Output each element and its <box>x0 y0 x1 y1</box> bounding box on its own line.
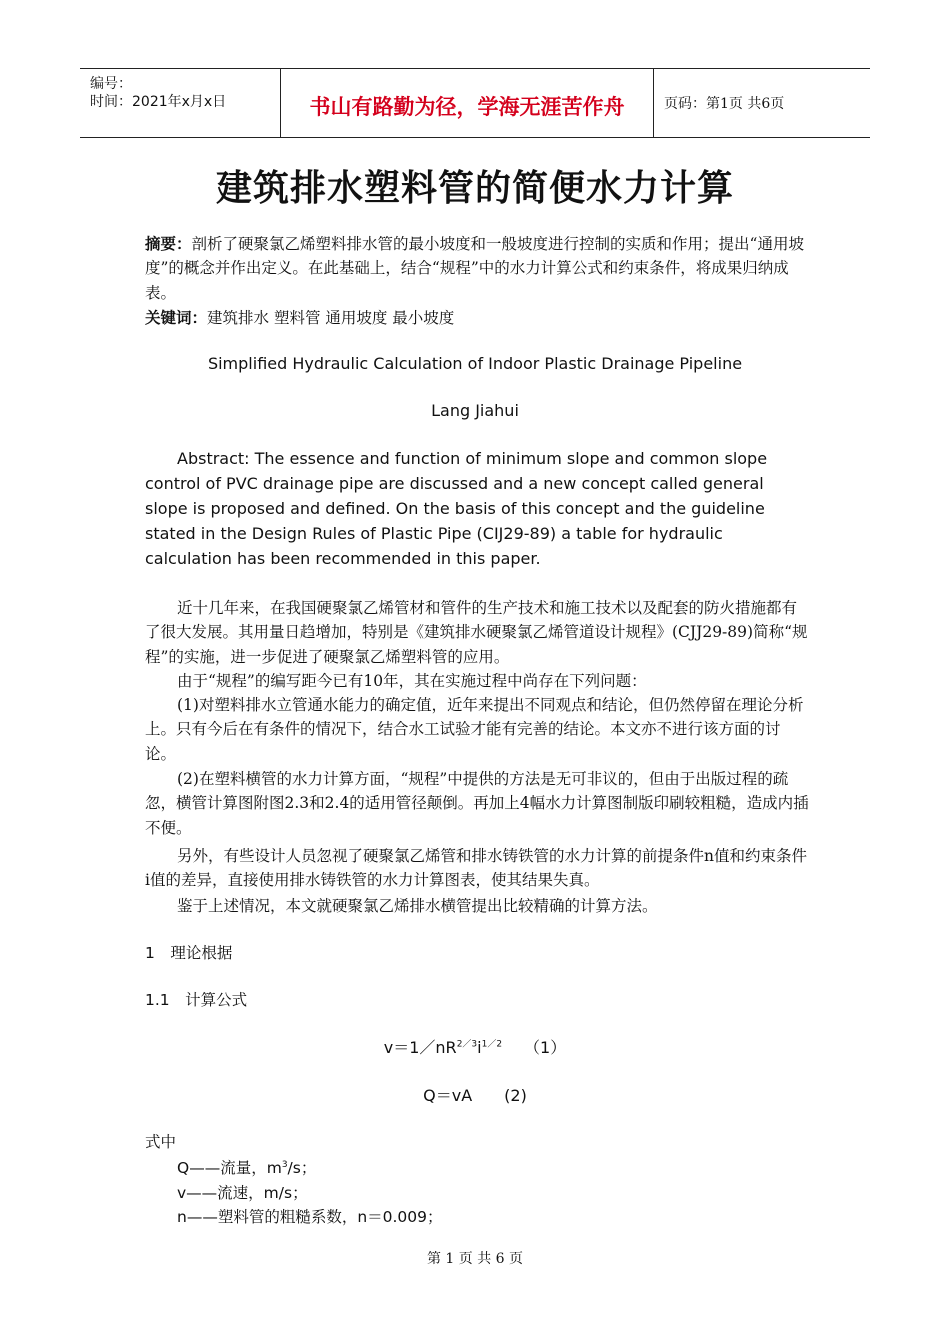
formula-1-exp2: 1／2 <box>481 1039 503 1050</box>
definition-q <box>177 1156 316 1178</box>
body-paragraph: 近十几年来，在我国硬聚氯乙烯管材和管件的生产技术和施工技术以及配套的防火措施都有了很大发展。其用量日趋增加，特别是《建筑排水硬聚氯乙烯管道设计规程》(CJJ29-89)简称“规程”的实施，进一步促进了硬聚氯乙烯塑料管的应用。 <box>145 599 808 666</box>
english-title: Simplified Hydraulic Calculation of Indoor Plastic Drainage Pipeline <box>207 354 743 373</box>
body-paragraph: 由于“规程”的编写距今已有10年，其在实施过程中尚存在下列问题： <box>177 672 647 690</box>
page-footer: 第 1 页 共 6 页 <box>426 1251 524 1267</box>
definition-n: n——塑料管的粗糙系数，n＝0.009； <box>177 1208 443 1226</box>
abstract-cn <box>145 232 809 305</box>
section-heading-1: 1 理论根据 <box>145 944 233 962</box>
body-paragraph: 鉴于上述情况，本文就硬聚氯乙烯排水横管提出比较精确的计算方法。 <box>177 897 658 915</box>
document-time: 时间：2021年x月x日 <box>90 94 227 110</box>
document-number: 编号： <box>90 76 132 92</box>
body-paragraph: (2)在塑料横管的水力计算方面，“规程”中提供的方法是无可非议的，但由于出版过程的疏忽，横管计算图附图2.3和2.4的适用管径颠倒。再加上4幅水力计算图制版印刷较粗糙，造成内插不便。 <box>145 770 809 837</box>
keywords-label: 关键词： <box>145 308 208 327</box>
section-heading-1-1: 1.1 计算公式 <box>145 991 248 1009</box>
header-left-cell <box>80 69 281 137</box>
abstract-cn-label: 摘要： <box>145 234 192 253</box>
body-paragraph: (1)对塑料排水立管通水能力的确定值，近年来提出不同观点和结论，但仍然停留在理论分析上。只有今后在有条件的情况下，结合水工试验才能有完善的结论。本文亦不进行该方面的讨论。 <box>145 696 804 763</box>
definition-q-exp: 3 <box>281 1159 288 1170</box>
abstract-en: Abstract: The essence and function of minimum slope and common slope control of PVC drainage pipe are discussed and a new concept called general slope is proposed and defined. On the basis of this concept and the guideline stated in the Design Rules of Plastic Pipe (CIJ29-89) a table for hydraulic calculation has been recommended in this paper. <box>145 449 768 568</box>
keywords-text: 建筑排水 塑料管 通用坡度 最小坡度 <box>207 309 455 327</box>
formula-1-mid: i <box>477 1038 482 1057</box>
author: Lang Jiahui <box>431 401 519 420</box>
formula-1 <box>0 1035 950 1058</box>
definition-q-suffix: /s； <box>287 1159 317 1177</box>
formula-1-prefix: v＝1／nR <box>383 1038 457 1057</box>
body-paragraph: 另外，有些设计人员忽视了硬聚氯乙烯管和排水铸铁管的水力计算的前提条件n值和约束条件i值的差异，直接使用排水铸铁管的水力计算图表，使其结果失真。 <box>145 847 807 890</box>
keywords <box>145 306 809 330</box>
page-title: 建筑排水塑料管的简便水力计算 <box>215 167 734 209</box>
formula-1-exp1: 2／3 <box>456 1039 478 1050</box>
header-middle-cell <box>281 69 654 137</box>
definition-v: v——流速，m/s； <box>177 1184 308 1202</box>
header-right-cell <box>654 69 870 137</box>
formula-1-number: （1） <box>524 1038 567 1057</box>
header-motto: 书山有路勤为径，学海无涯苦作舟 <box>309 95 625 119</box>
definition-q-prefix: Q——流量，m <box>177 1159 282 1177</box>
formula-2: Q＝vA (2) <box>423 1086 527 1105</box>
where-label: 式中 <box>145 1133 177 1151</box>
header-table <box>80 68 870 138</box>
abstract-cn-text: 剖析了硬聚氯乙烯塑料排水管的最小坡度和一般坡度进行控制的实质和作用；提出“通用坡度”的概念并作出定义。在此基础上，结合“规程”中的水力计算公式和约束条件，将成果归纳成表。 <box>145 235 804 302</box>
header-page-info: 页码：第1页 共6页 <box>664 96 785 112</box>
